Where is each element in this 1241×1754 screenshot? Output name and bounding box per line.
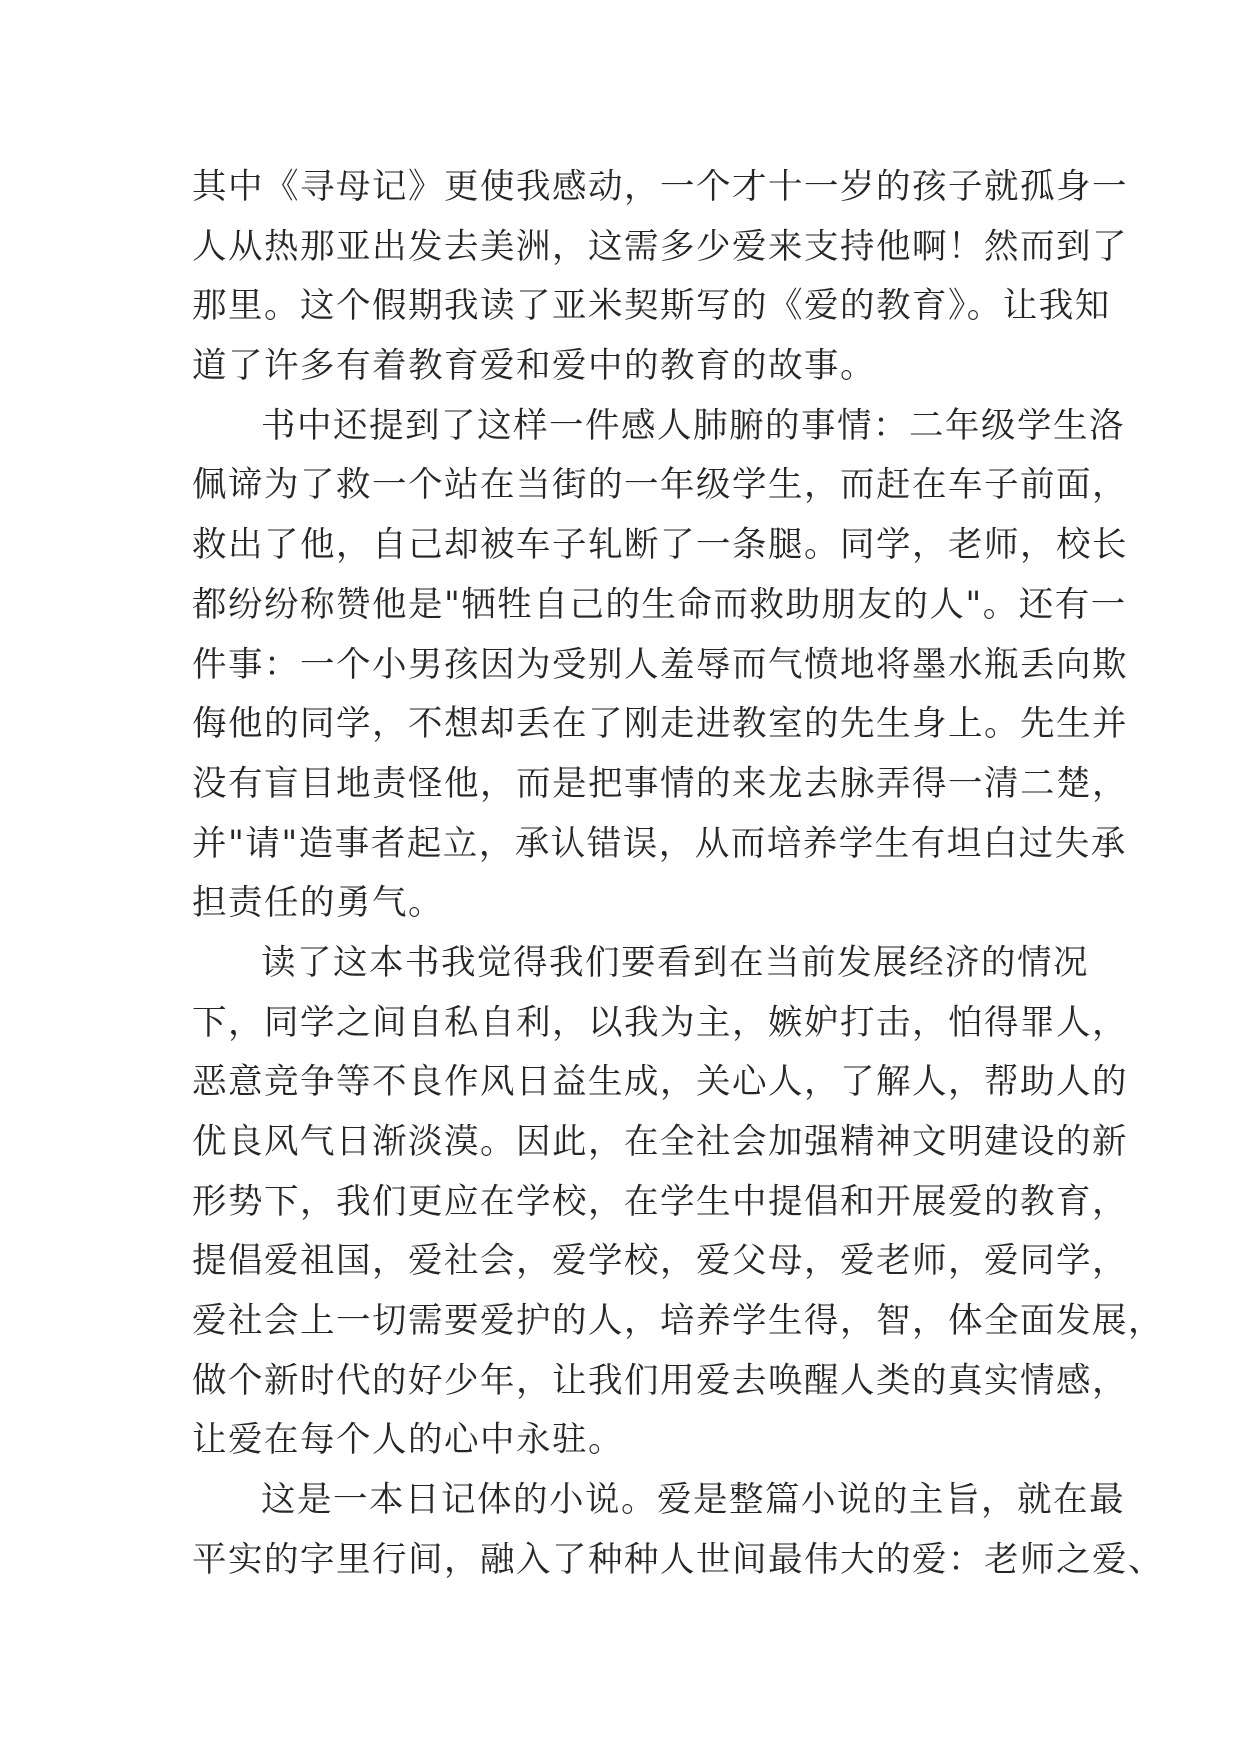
- text-line: 没有盲目地责怪他，而是把事情的来龙去脉弄得一清二楚，: [192, 763, 1128, 804]
- text-line: 读了这本书我觉得我们要看到在当前发展经济的情况: [261, 942, 1089, 983]
- text-line: 下，同学之间自私自利，以我为主，嫉妒打击，怕得罪人，: [192, 1002, 1128, 1043]
- text-line: 佩谛为了救一个站在当街的一年级学生，而赶在车子前面，: [192, 465, 1128, 506]
- text-line: 提倡爱祖国，爱社会，爱学校，爱父母，爱老师，爱同学，: [192, 1241, 1128, 1282]
- text-line: 侮他的同学，不想却丢在了刚走进教室的先生身上。先生并: [192, 704, 1128, 745]
- text-line: 道了许多有着教育爱和爱中的教育的故事。: [192, 346, 876, 387]
- body-text: [192, 158, 1164, 1591]
- text-line: 优良风气日渐淡漠。因此，在全社会加强精神文明建设的新: [192, 1122, 1128, 1162]
- text-line: 件事：一个小男孩因为受别人羞辱而气愤地将墨水瓶丢向欺: [192, 644, 1128, 685]
- text-line: 书中还提到了这样一件感人肺腑的事情：二年级学生洛: [261, 405, 1125, 446]
- text-line: 爱社会上一切需要爱护的人，培养学生得，智，体全面发展，: [192, 1301, 1164, 1342]
- text-line: 恶意竞争等不良作风日益生成，关心人，了解人，帮助人的: [192, 1062, 1128, 1103]
- text-line: 人从热那亚出发去美洲，这需多少爱来支持他啊！然而到了: [192, 226, 1128, 267]
- text-line: 担责任的勇气。: [192, 883, 444, 924]
- text-line: 平实的字里行间，融入了种种人世间最伟大的爱：老师之爱、: [192, 1539, 1164, 1580]
- text-line: 救出了他，自己却被车子轧断了一条腿。同学，老师，校长: [192, 525, 1128, 566]
- text-line: 做个新时代的好少年，让我们用爱去唤醒人类的真实情感，: [192, 1360, 1128, 1401]
- text-line: 形势下，我们更应在学校，在学生中提倡和开展爱的教育，: [192, 1181, 1128, 1222]
- text-line: 这是一本日记体的小说。爱是整篇小说的主旨，就在最: [261, 1480, 1125, 1521]
- text-line: 其中《寻母记》更使我感动，一个才十一岁的孩子就孤身一: [192, 167, 1128, 207]
- text-line: 那里。这个假期我读了亚米契斯写的《爱的教育》。让我知: [192, 286, 1111, 327]
- text-line: 都纷纷称赞他是"牺牲自己的生命而救助朋友的人"。还有一: [192, 584, 1127, 625]
- text-line: 让爱在每个人的心中永驻。: [192, 1420, 624, 1461]
- text-line: 并"请"造事者起立，承认错误，从而培养学生有坦白过失承: [192, 823, 1127, 864]
